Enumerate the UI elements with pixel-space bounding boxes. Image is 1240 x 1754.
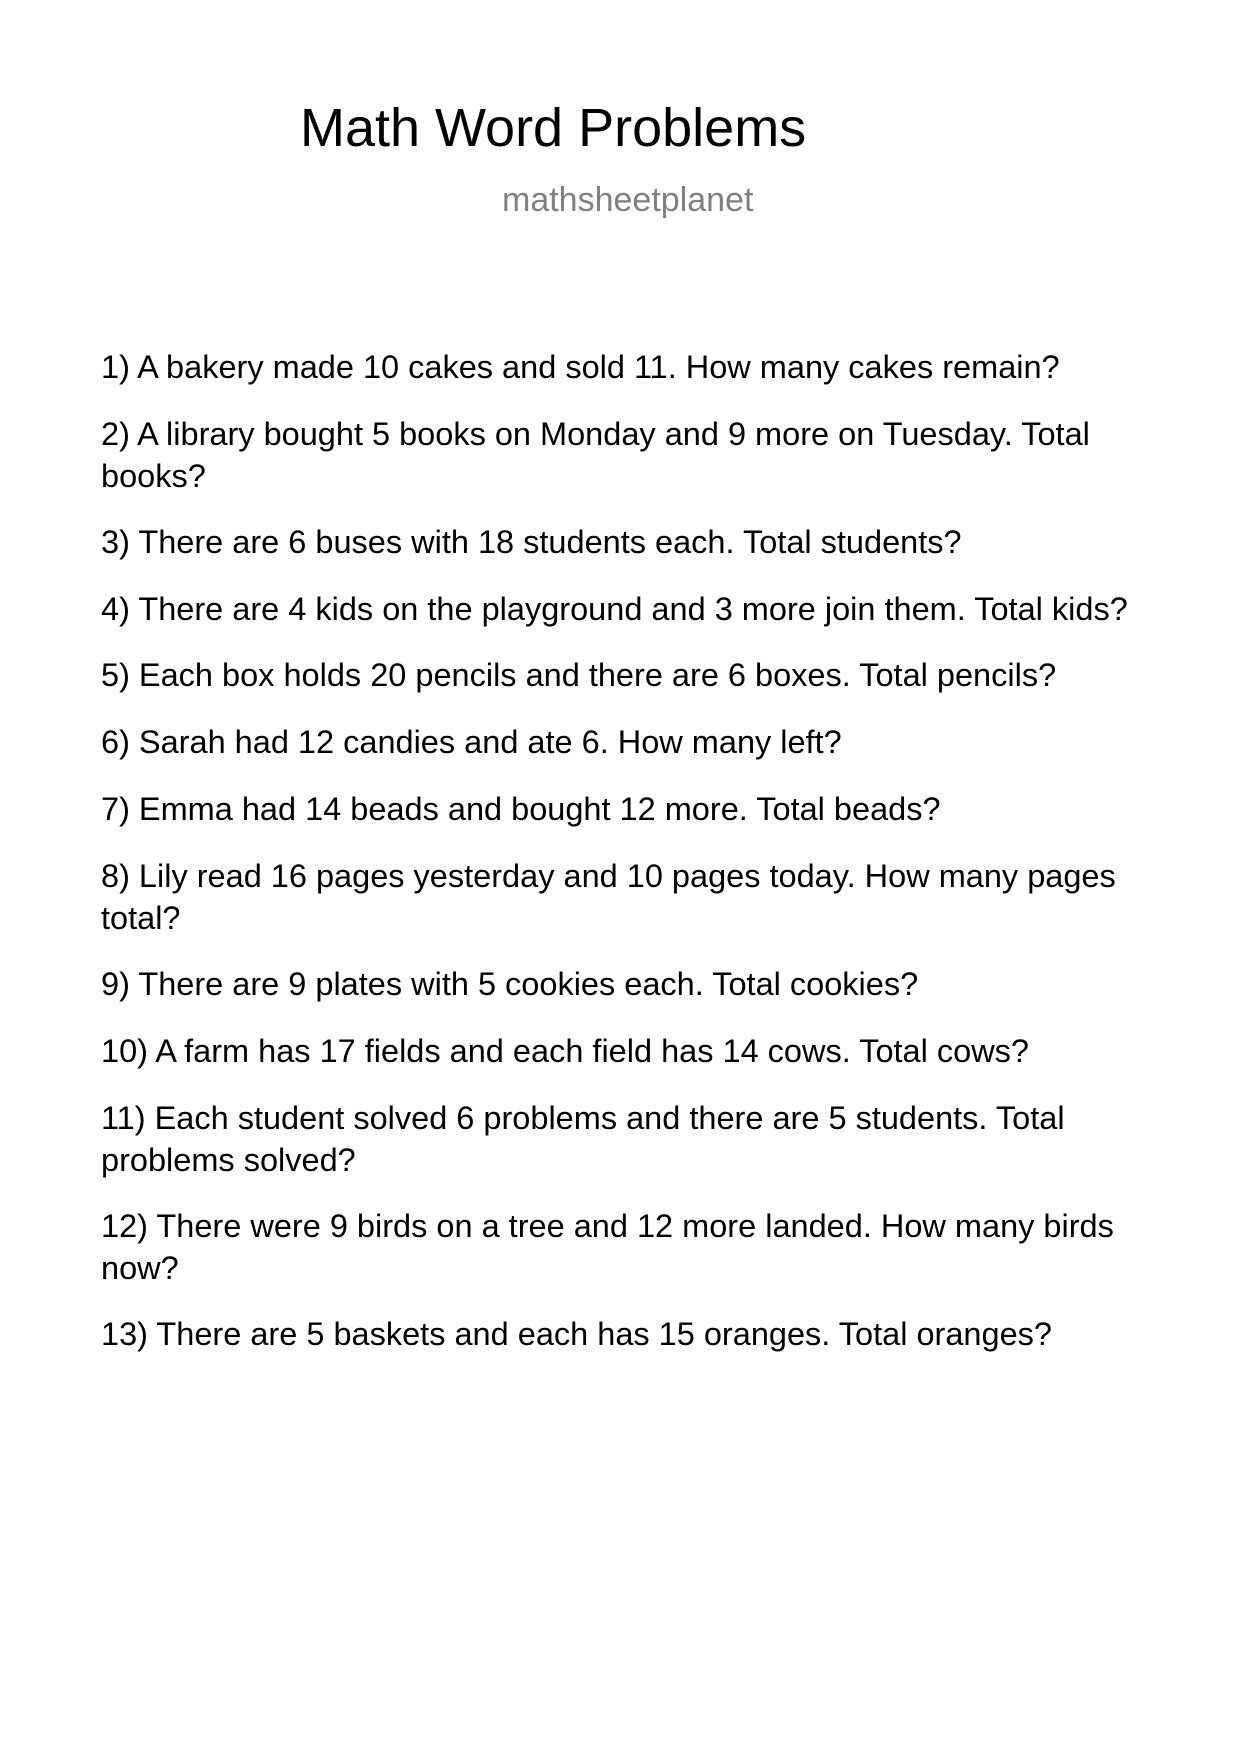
- problem-item: 11) Each student solved 6 problems and there are 5 students. Total problems solved?: [101, 1100, 1065, 1178]
- problem-item: 2) A library bought 5 books on Monday and 9 more on Tuesday. Total books?: [101, 416, 1090, 494]
- problem-item: 4) There are 4 kids on the playground and 3 more join them. Total kids?: [101, 591, 1128, 627]
- problem-item: 3) There are 6 buses with 18 students each. Total students?: [101, 524, 962, 560]
- problem-item: 5) Each box holds 20 pencils and there are 6 boxes. Total pencils?: [101, 657, 1057, 693]
- page-subtitle: mathsheetplanet: [502, 181, 754, 219]
- problem-item: 7) Emma had 14 beads and bought 12 more. Total beads?: [101, 791, 941, 827]
- problem-item: 8) Lily read 16 pages yesterday and 10 pages today. How many pages total?: [101, 858, 1116, 936]
- problem-item: 12) There were 9 birds on a tree and 12 more landed. How many birds now?: [101, 1208, 1114, 1286]
- page-title: Math Word Problems: [300, 98, 807, 158]
- problem-list: [101, 346, 1161, 1380]
- problem-item: 1) A bakery made 10 cakes and sold 11. How many cakes remain?: [101, 349, 1060, 385]
- problem-item: 13) There are 5 baskets and each has 15 oranges. Total oranges?: [101, 1316, 1052, 1352]
- problem-item: 10) A farm has 17 fields and each field has 14 cows. Total cows?: [101, 1033, 1029, 1069]
- problem-item: 9) There are 9 plates with 5 cookies each. Total cookies?: [101, 966, 919, 1002]
- problem-item: 6) Sarah had 12 candies and ate 6. How many left?: [101, 724, 842, 760]
